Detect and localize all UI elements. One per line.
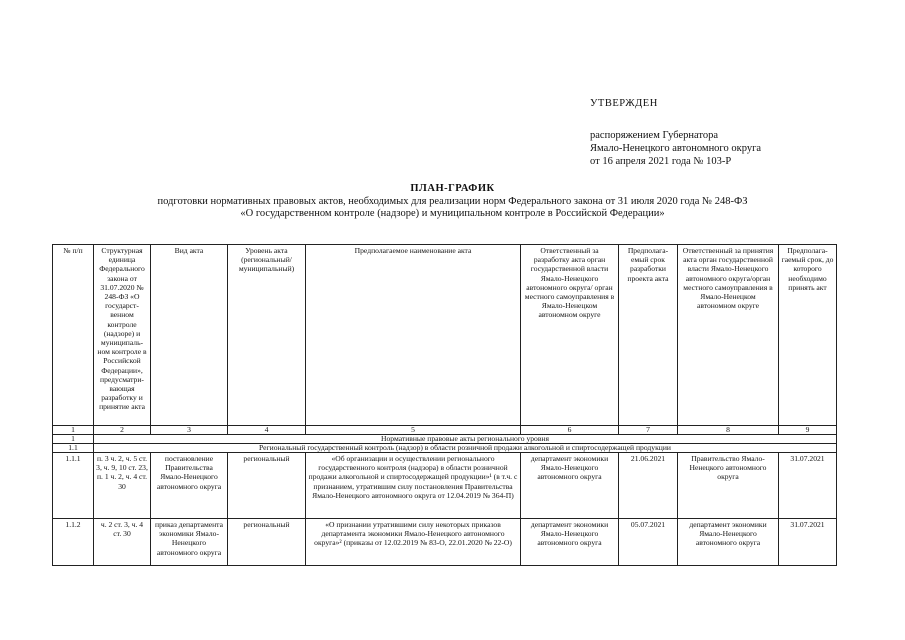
approval-line-3: от 16 апреля 2021 года № 103-Р bbox=[590, 156, 732, 167]
column-number: 5 bbox=[306, 426, 521, 435]
title-sub-1: подготовки нормативных правовых актов, необходимых для реализации норм Федерального закона от 31 июля 2020 года № 248-ФЗ bbox=[157, 195, 748, 207]
row-developer: департамент экономики Ямало-Ненецкого автономного округа bbox=[521, 453, 619, 519]
row-number: 1.1.1 bbox=[53, 453, 94, 519]
row-adopt-date: 31.07.2021 bbox=[779, 453, 837, 519]
approval-block bbox=[590, 97, 761, 168]
row-adopter: Правительство Ямало-Ненецкого автономного округа bbox=[678, 453, 779, 519]
header-cell: Уровень акта (региональный/ муниципальный) bbox=[228, 245, 306, 426]
column-number-row bbox=[53, 426, 837, 435]
row-adopter: департамент экономики Ямало-Ненецкого автономного округа bbox=[678, 519, 779, 566]
header-cell: Вид акта bbox=[151, 245, 228, 426]
subsection-row bbox=[53, 444, 837, 453]
plan-table bbox=[52, 244, 837, 566]
column-number: 7 bbox=[619, 426, 678, 435]
row-level: региональный bbox=[228, 453, 306, 519]
header-cell: Ответственный за принятия акта орган государственной власти Ямало-Ненецкого автономного округа/орган местного самоуправления в Ямало-Ненецком автономном округе bbox=[678, 245, 779, 426]
section-title: Нормативные правовые акты регионального уровня bbox=[94, 435, 837, 444]
section-row bbox=[53, 435, 837, 444]
column-number: 6 bbox=[521, 426, 619, 435]
title-main: ПЛАН-ГРАФИК bbox=[410, 183, 495, 194]
document-title bbox=[0, 183, 905, 221]
title-sub-2: «О государственном контроле (надзоре) и муниципальном контроле в Российской Федерации» bbox=[240, 208, 665, 219]
row-number: 1.1.2 bbox=[53, 519, 94, 566]
header-cell: № п/п bbox=[53, 245, 94, 426]
approval-line-2: Ямало-Ненецкого автономного округа bbox=[590, 143, 762, 154]
column-number: 2 bbox=[94, 426, 151, 435]
approval-heading: УТВЕРЖДЕН bbox=[590, 98, 658, 109]
table-row bbox=[53, 453, 837, 519]
row-article: ч. 2 ст. 3, ч. 4 ст. 30 bbox=[94, 519, 151, 566]
section-number: 1 bbox=[53, 435, 94, 444]
row-act-name: «Об организации и осуществлении регионального государственного контроля (надзора) в области розничной продажи алкогольной и спиртосодержащей продукции»¹ (в т.ч. с признанием, утратившим силу постановления Правительства Ямало-Ненецкого автономного округа от 12.04.2019 № 364-П) bbox=[306, 453, 521, 519]
subsection-number: 1.1 bbox=[53, 444, 94, 453]
header-cell: Структурная единица Федерального закона от 31.07.2020 № 248-ФЗ «О государст-венном контроле (надзоре) и муниципаль-ном контроле в Российской Федерации», предусматри-вающая разработку и принятие акта bbox=[94, 245, 151, 426]
row-adopt-date: 31.07.2021 bbox=[779, 519, 837, 566]
row-act-name: «О признании утратившими силу некоторых приказов департамента экономики Ямало-Ненецкого автономного округа»² (приказы от 12.02.2019 № 83-О, 22.01.2020 № 22-О) bbox=[306, 519, 521, 566]
row-act-type: приказ департамента экономики Ямало-Ненецкого автономного округа bbox=[151, 519, 228, 566]
row-developer: департамент экономики Ямало-Ненецкого автономного округа bbox=[521, 519, 619, 566]
row-level: региональный bbox=[228, 519, 306, 566]
header-row bbox=[53, 245, 837, 426]
row-article: п. 3 ч. 2, ч. 5 ст. 3, ч. 9, 10 ст. 23, п. 1 ч. 2, ч. 4 ст. 30 bbox=[94, 453, 151, 519]
table-row bbox=[53, 519, 837, 566]
approval-line-1: распоряжением Губернатора bbox=[590, 130, 718, 141]
row-dev-date: 05.07.2021 bbox=[619, 519, 678, 566]
header-cell: Предполага-емый срок разработки проекта акта bbox=[619, 245, 678, 426]
row-dev-date: 21.06.2021 bbox=[619, 453, 678, 519]
row-act-type: постановление Правительства Ямало-Ненецкого автономного округа bbox=[151, 453, 228, 519]
column-number: 9 bbox=[779, 426, 837, 435]
column-number: 8 bbox=[678, 426, 779, 435]
header-cell: Предполага-гаемый срок, до которого необходимо принять акт bbox=[779, 245, 837, 426]
header-cell: Предполагаемое наименование акта bbox=[306, 245, 521, 426]
subsection-title: Региональный государственный контроль (надзор) в области розничной продажи алкогольной и спиртосодержащей продукции bbox=[94, 444, 837, 453]
column-number: 3 bbox=[151, 426, 228, 435]
column-number: 4 bbox=[228, 426, 306, 435]
header-cell: Ответственный за разработку акта орган государственной власти Ямало-Ненецкого автономного округа/ орган местного самоуправления в Ямало-Ненецком автономном округе bbox=[521, 245, 619, 426]
column-number: 1 bbox=[53, 426, 94, 435]
